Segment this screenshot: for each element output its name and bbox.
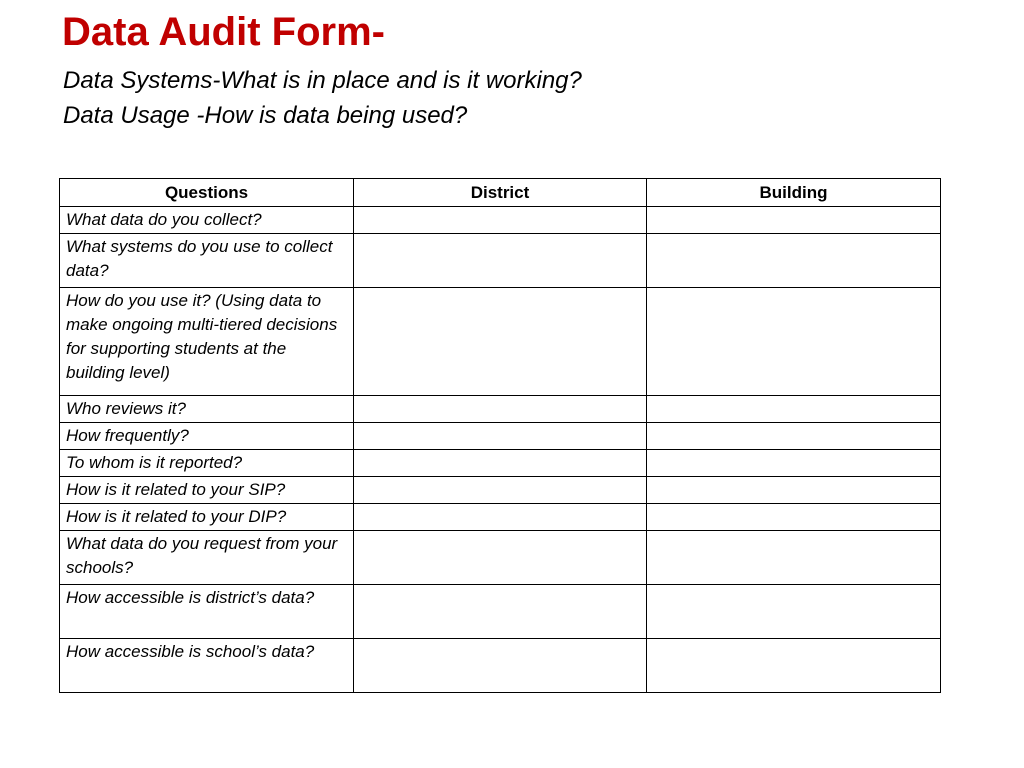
question-cell: How is it related to your DIP? [60, 504, 354, 531]
building-cell[interactable] [647, 450, 941, 477]
table-row [60, 585, 941, 639]
district-cell[interactable] [354, 207, 647, 234]
building-cell[interactable] [647, 423, 941, 450]
table-row [60, 396, 941, 423]
table-row [60, 234, 941, 288]
table-row [60, 531, 941, 585]
building-cell[interactable] [647, 531, 941, 585]
district-cell[interactable] [354, 423, 647, 450]
building-cell[interactable] [647, 207, 941, 234]
header-building: Building [647, 179, 941, 207]
question-cell: How do you use it? (Using data to make ongoing multi-tiered decisions for supporting students at the building level) [60, 288, 354, 396]
table-row [60, 639, 941, 693]
question-cell: What systems do you use to collect data? [60, 234, 354, 288]
table-row [60, 450, 941, 477]
form-title: Data Audit Form- [62, 10, 385, 54]
table-header-row [60, 179, 941, 207]
building-cell[interactable] [647, 639, 941, 693]
building-cell[interactable] [647, 234, 941, 288]
header-questions: Questions [60, 179, 354, 207]
question-cell: How is it related to your SIP? [60, 477, 354, 504]
table-row [60, 423, 941, 450]
question-cell: To whom is it reported? [60, 450, 354, 477]
question-cell: What data do you collect? [60, 207, 354, 234]
district-cell[interactable] [354, 585, 647, 639]
building-cell[interactable] [647, 477, 941, 504]
audit-table [59, 178, 941, 693]
question-cell: How accessible is school’s data? [60, 639, 354, 693]
question-cell: How frequently? [60, 423, 354, 450]
header-district: District [354, 179, 647, 207]
building-cell[interactable] [647, 504, 941, 531]
building-cell[interactable] [647, 396, 941, 423]
district-cell[interactable] [354, 531, 647, 585]
district-cell[interactable] [354, 450, 647, 477]
district-cell[interactable] [354, 234, 647, 288]
question-cell: Who reviews it? [60, 396, 354, 423]
building-cell[interactable] [647, 585, 941, 639]
table-row [60, 207, 941, 234]
subtitle-data-usage: Data Usage -How is data being used? [63, 102, 468, 129]
question-cell: How accessible is district’s data? [60, 585, 354, 639]
subtitle-data-systems: Data Systems-What is in place and is it working? [63, 67, 582, 94]
building-cell[interactable] [647, 288, 941, 396]
district-cell[interactable] [354, 504, 647, 531]
district-cell[interactable] [354, 639, 647, 693]
table-row [60, 477, 941, 504]
district-cell[interactable] [354, 396, 647, 423]
table-row [60, 288, 941, 396]
table-row [60, 504, 941, 531]
district-cell[interactable] [354, 288, 647, 396]
district-cell[interactable] [354, 477, 647, 504]
question-cell: What data do you request from your schools? [60, 531, 354, 585]
